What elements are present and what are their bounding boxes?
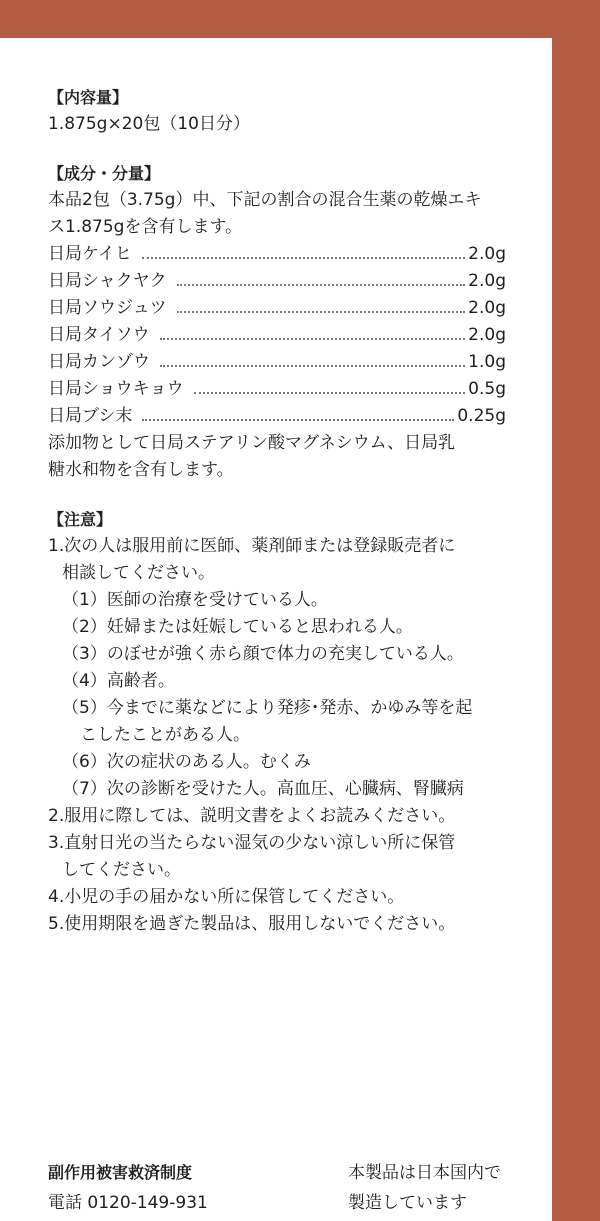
leader-dots [194,392,466,394]
additives-text: 添加物として日局ステアリン酸マグネシウム、日局乳 [48,433,456,453]
caution-subitem: （1）医師の治療を受けている人。 [62,590,328,610]
additives-text: 糖水和物を含有します。 [48,460,234,480]
package-insert-sheet [0,38,552,1221]
relief-system-phone: 電話 0120-149-931 [48,1193,208,1213]
leader-dots [177,311,466,313]
ingredient-row [48,376,506,403]
caution-subitem: （3）のぼせが強く赤ら顔で体力の充実している人。 [62,644,464,664]
relief-system-title: 副作用被害救済制度 [48,1163,193,1182]
ingredient-row [48,349,506,376]
leader-dots [160,365,465,367]
ingredient-name: 日局ショウキョウ [48,379,184,399]
caution-subitem: （5）今までに薬などにより発疹･発赤、かゆみ等を起 [62,698,473,718]
ingredient-amount: 0.5g [468,379,506,399]
ingredient-amount: 2.0g [468,325,506,345]
quantity-heading: 【内容量】 [48,88,129,107]
leader-dots [142,419,454,421]
manufacture-origin-text: 製造しています [348,1193,467,1213]
ingredient-name: 日局ケイヒ [48,244,132,264]
quantity-value: 1.875g×20包（10日分） [48,114,250,134]
ingredient-amount: 0.25g [457,406,506,426]
ingredient-name: 日局ブシ末 [48,406,133,426]
ingredient-name: 日局ソウジュツ [48,298,167,318]
ingredient-amount: 1.0g [468,352,506,372]
ingredient-amount: 2.0g [468,271,506,291]
caution-item: 3.直射日光の当たらない湿気の少ない涼しい所に保管 [48,833,456,853]
ingredient-name: 日局カンゾウ [48,352,150,372]
caution-subitem: （6）次の症状のある人。むくみ [62,752,311,772]
manufacture-origin-text: 本製品は日本国内で [348,1163,501,1183]
caution-subitem: （2）妊婦または妊娠していると思われる人。 [62,617,413,637]
ingredient-row [48,241,506,268]
manufacture-origin-block [348,1158,501,1218]
ingredient-name: 日局シャクヤク [48,271,167,291]
ingredient-row [48,268,506,295]
ingredient-row [48,322,506,349]
relief-system-block [48,1158,208,1218]
ingredient-row [48,295,506,322]
insert-content [48,84,508,938]
caution-item: 5.使用期限を過ぎた製品は、服用しないでください。 [48,914,456,934]
caution-item: 2.服用に際しては、説明文書をよくお読みください。 [48,806,456,826]
ingredients-intro: ス1.875gを含有します。 [48,217,243,237]
ingredients-heading: 【成分・分量】 [48,164,161,183]
ingredients-intro: 本品2包（3.75g）中、下記の割合の混合生薬の乾燥エキ [48,190,482,210]
caution-subitem-continued: こしたことがある人。 [80,725,250,745]
caution-item-continued: 相談してください。 [62,563,215,583]
leader-dots [177,284,466,286]
ingredient-amount: 2.0g [468,244,506,264]
caution-item: 4.小児の手の届かない所に保管してください。 [48,887,405,907]
leader-dots [142,257,465,259]
caution-item-continued: してください。 [62,860,181,880]
caution-item: 1.次の人は服用前に医師、薬剤師または登録販売者に [48,536,456,556]
caution-heading: 【注意】 [48,510,113,529]
leader-dots [160,338,466,340]
ingredient-amount: 2.0g [468,298,506,318]
caution-subitem: （4）高齢者。 [62,671,175,691]
ingredient-row [48,403,506,430]
ingredient-name: 日局タイソウ [48,325,150,345]
caution-subitem: （7）次の診断を受けた人。高血圧、心臓病、腎臓病 [62,779,464,799]
